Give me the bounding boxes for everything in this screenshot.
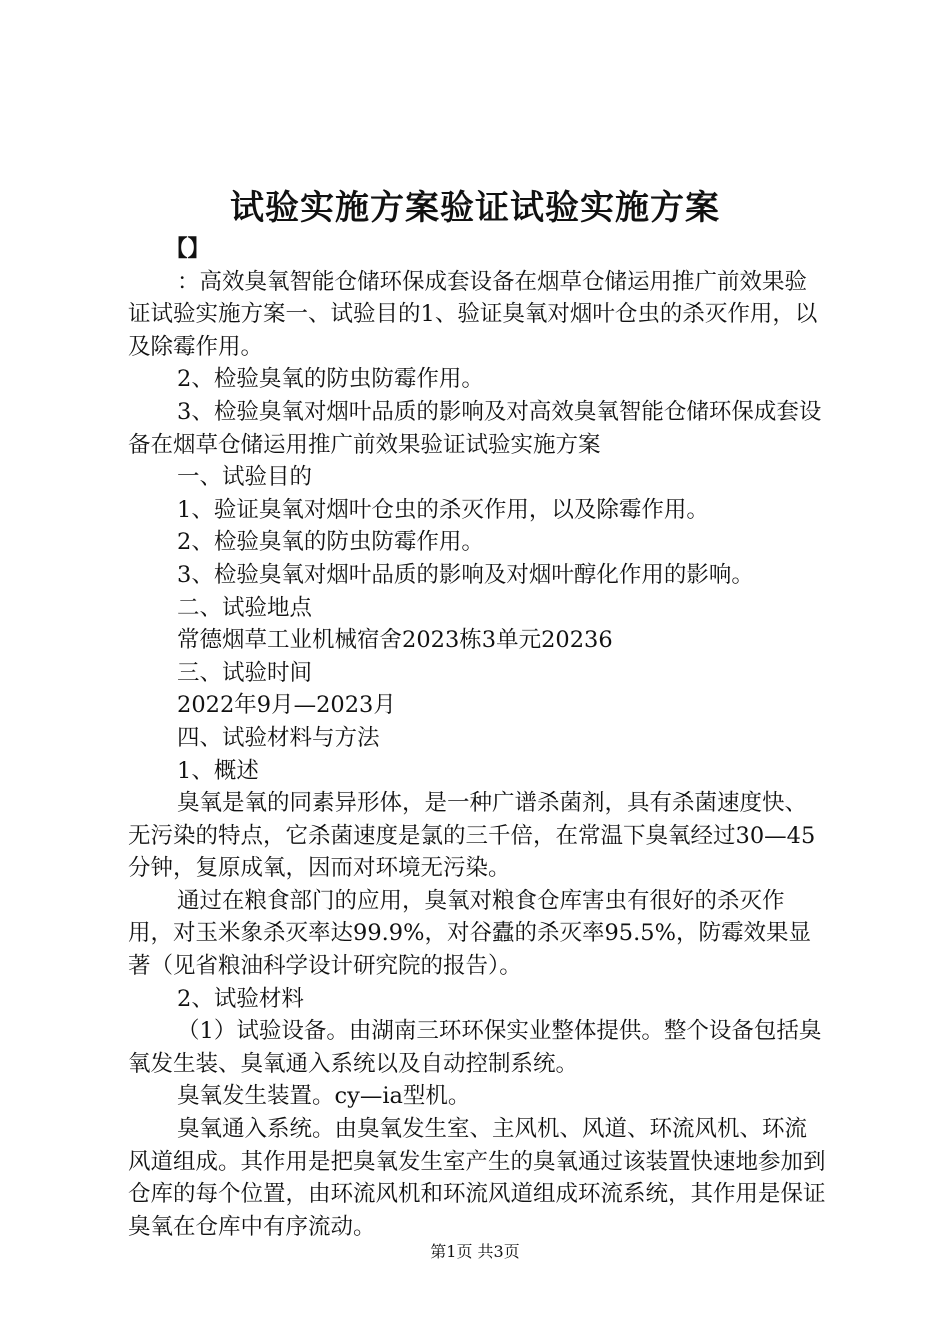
document-title: 试验实施方案验证试验实施方案 bbox=[230, 188, 720, 228]
document-body bbox=[128, 233, 828, 1243]
paragraph: 常德烟草工业机械宿舍2023栋3单元20236 bbox=[177, 627, 613, 654]
subsection-heading: 2、试验材料 bbox=[177, 985, 304, 1012]
paragraph: 2、检验臭氧的防虫防霉作用。 bbox=[177, 529, 484, 556]
section-heading: 三、试验时间 bbox=[177, 659, 313, 686]
paragraph: （1）试验设备。由湖南三环环保实业整体提供。整个设备包括臭氧发生装、臭氧通入系统以及自动控制系统。 bbox=[128, 1018, 822, 1077]
subsection-heading: 1、概述 bbox=[177, 757, 259, 784]
paragraph: 臭氧是氧的同素异形体，是一种广谱杀菌剂，具有杀菌速度快、无污染的特点，它杀菌速度是氯的三千倍，在常温下臭氧经过30—45分钟，复原成氧，因而对环境无污染。 bbox=[128, 790, 816, 882]
paragraph: ：高效臭氧智能仓储环保成套设备在烟草仓储运用推广前效果验证试验实施方案一、试验目的1、验证臭氧对烟叶仓虫的杀灭作用，以及除霉作用。 bbox=[128, 268, 818, 360]
paragraph: 3、检验臭氧对烟叶品质的影响及对高效臭氧智能仓储环保成套设备在烟草仓储运用推广前效果验证试验实施方案 bbox=[128, 398, 822, 458]
paragraph: 通过在粮食部门的应用，臭氧对粮食仓库害虫有很好的杀灭作用，对玉米象杀灭率达99.9%，对谷蠹的杀灭率95.5%，防霉效果显著（见省粮油科学设计研究院的报告）。 bbox=[128, 887, 811, 980]
paragraph: 3、检验臭氧对烟叶品质的影响及对烟叶醇化作用的影响。 bbox=[177, 561, 754, 588]
section-heading: 一、试验目的 bbox=[177, 464, 313, 491]
section-heading: 二、试验地点 bbox=[177, 594, 313, 621]
paragraph: 臭氧发生装置。cy—ia型机。 bbox=[177, 1083, 471, 1110]
page-number-footer: 第1页 共3页 bbox=[430, 1242, 520, 1261]
paragraph: 臭氧通入系统。由臭氧发生室、主风机、风道、环流风机、环流风道组成。其作用是把臭氧发生室产生的臭氧通过该装置快速地参加到仓库的每个位置，由环流风机和环流风道组成环流系统，其作用是保证臭氧在仓库中有序流动。 bbox=[128, 1116, 826, 1240]
bracket-placeholder: 【】 bbox=[165, 236, 211, 262]
paragraph: 2022年9月—2023月 bbox=[177, 692, 396, 719]
paragraph: 2、检验臭氧的防虫防霉作用。 bbox=[177, 366, 484, 393]
section-heading: 四、试验材料与方法 bbox=[177, 724, 380, 751]
paragraph: 1、验证臭氧对烟叶仓虫的杀灭作用，以及除霉作用。 bbox=[177, 496, 709, 523]
